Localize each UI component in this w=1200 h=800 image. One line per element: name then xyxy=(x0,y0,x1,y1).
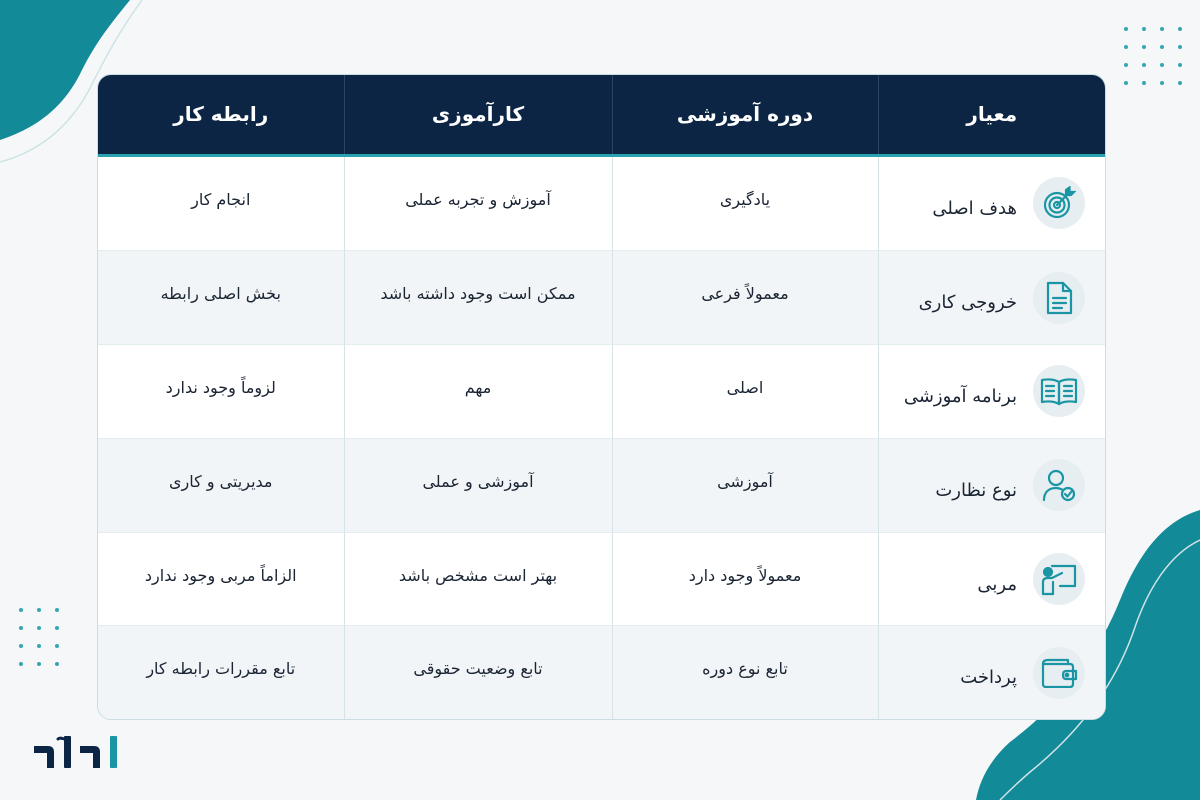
employment-cell: تابع مقررات رابطه کار xyxy=(98,626,344,719)
table-row xyxy=(98,251,1105,345)
criterion-label: مربی xyxy=(977,573,1017,595)
table-row xyxy=(98,532,1105,626)
internship-cell: مهم xyxy=(344,344,612,438)
internship-cell: بهتر است مشخص باشد xyxy=(344,532,612,626)
table-header-row xyxy=(98,75,1105,155)
employment-cell: الزاماً مربی وجود ندارد xyxy=(98,532,344,626)
decorative-dots-top-right xyxy=(1122,25,1186,89)
criterion-cell xyxy=(878,532,1105,626)
training-course-cell: تابع نوع دوره xyxy=(612,626,878,719)
table-row xyxy=(98,438,1105,532)
header-internship: کارآموزی xyxy=(344,75,612,155)
user-check-icon xyxy=(1033,459,1085,511)
document-icon xyxy=(1033,272,1085,324)
comparison-table-card xyxy=(97,74,1106,720)
internship-cell: آموزشی و عملی xyxy=(344,438,612,532)
criterion-cell xyxy=(878,626,1105,719)
table-row xyxy=(98,155,1105,251)
employment-cell: بخش اصلی رابطه xyxy=(98,251,344,345)
criterion-cell xyxy=(878,155,1105,251)
employment-cell: انجام کار xyxy=(98,155,344,251)
teacher-board-icon xyxy=(1033,553,1085,605)
criterion-label: برنامه آموزشی xyxy=(903,385,1017,407)
training-course-cell: معمولاً وجود دارد xyxy=(612,532,878,626)
internship-cell: آموزش و تجربه عملی xyxy=(344,155,612,251)
training-course-cell: آموزشی xyxy=(612,438,878,532)
criterion-label: نوع نظارت xyxy=(935,479,1017,501)
internship-cell: تابع وضعیت حقوقی xyxy=(344,626,612,719)
training-course-cell: اصلی xyxy=(612,344,878,438)
employment-cell: مدیریتی و کاری xyxy=(98,438,344,532)
table-row xyxy=(98,344,1105,438)
header-training-course: دوره آموزشی xyxy=(612,75,878,155)
criterion-cell xyxy=(878,344,1105,438)
criterion-label: پرداخت xyxy=(960,667,1017,689)
internship-cell: ممکن است وجود داشته باشد xyxy=(344,251,612,345)
training-course-cell: یادگیری xyxy=(612,155,878,251)
training-course-cell: معمولاً فرعی xyxy=(612,251,878,345)
criterion-cell xyxy=(878,251,1105,345)
header-employment: رابطه کار xyxy=(98,75,344,155)
wallet-icon xyxy=(1033,647,1085,699)
brand-logo xyxy=(30,728,122,772)
header-criterion: معیار xyxy=(878,75,1105,155)
table-row xyxy=(98,626,1105,719)
open-book-icon xyxy=(1033,365,1085,417)
criterion-label: هدف اصلی xyxy=(932,197,1017,219)
criterion-label: خروجی کاری xyxy=(918,292,1017,314)
criterion-cell xyxy=(878,438,1105,532)
comparison-table xyxy=(98,75,1105,719)
employment-cell: لزوماً وجود ندارد xyxy=(98,344,344,438)
target-icon xyxy=(1033,177,1085,229)
decorative-dots-bottom-left xyxy=(17,606,63,670)
